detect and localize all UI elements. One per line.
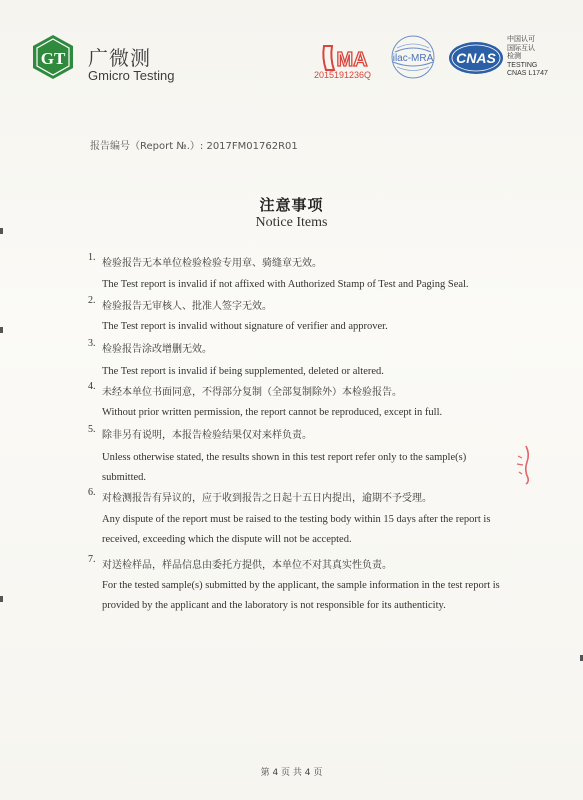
item-number: 6. bbox=[88, 487, 96, 498]
item-text-cn: 对检测报告有异议的，应于收到报告之日起十五日内提出，逾期不予受理。 bbox=[102, 493, 432, 504]
cma-number: 2015191236Q bbox=[314, 70, 372, 80]
cnas-line: 中国认可 bbox=[507, 36, 535, 43]
binding-mark bbox=[0, 228, 3, 234]
cma-logo-text: MA bbox=[336, 49, 368, 71]
binding-mark bbox=[0, 327, 3, 333]
cnas-line: TESTING bbox=[507, 61, 538, 69]
binding-mark bbox=[0, 596, 3, 602]
item-text-en: For the tested sample(s) submitted by the applicant, the sample information in the test report is provided by the applicant and the laboratory is not responsible for its authenticity. bbox=[102, 580, 500, 611]
item-number: 1. bbox=[88, 252, 96, 263]
logo-letters: GT bbox=[40, 49, 66, 68]
item-text-cn: 对送检样品，样品信息由委托方提供，本单位不对其真实性负责。 bbox=[102, 560, 392, 571]
item-text-en: Any dispute of the report must be raised to the testing body within 15 days after the report is received, exceeding which the dispute will not be accepted. bbox=[102, 514, 491, 545]
ilac-mra-logo-icon bbox=[383, 34, 443, 80]
item-text-cn: 检验报告无审核人、批准人签字无效。 bbox=[102, 301, 272, 312]
report-number: 报告编号（Report №.）: 2017FM01762R01 bbox=[90, 141, 298, 152]
cnas-logo-icon bbox=[447, 40, 505, 76]
item-number: 3. bbox=[88, 338, 96, 349]
item-text-en: The Test report is invalid if not affixed with Authorized Stamp of Test and Paging Seal. bbox=[102, 279, 469, 290]
item-number: 5. bbox=[88, 424, 96, 435]
brand-name-en: Gmicro Testing bbox=[88, 68, 175, 83]
gt-logo-icon bbox=[30, 34, 76, 80]
item-text-en: The Test report is invalid without signature of verifier and approver. bbox=[102, 321, 388, 332]
item-text-cn: 检验报告无本单位检验检验专用章、骑缝章无效。 bbox=[102, 258, 322, 269]
item-text-cn: 检验报告涂改增删无效。 bbox=[102, 344, 212, 355]
ilac-logo-text: ilac-MRA bbox=[392, 53, 434, 64]
page-title-en: Notice Items bbox=[255, 215, 328, 230]
cnas-accreditation-text bbox=[507, 36, 548, 79]
cnas-line: CNAS L1747 bbox=[507, 70, 548, 77]
cnas-logo-text: CNAS bbox=[456, 50, 496, 66]
paging-seal-fragment-icon bbox=[512, 444, 534, 486]
brand-name-cn: 广微测 bbox=[88, 46, 151, 70]
item-text-en: Without prior written permission, the report cannot be reproduced, except in full. bbox=[102, 407, 443, 418]
page-number: 第 4 页 共 4 页 bbox=[260, 768, 323, 778]
item-text-cn: 除非另有说明，本报告检验结果仅对来样负责。 bbox=[102, 430, 312, 441]
cnas-line: 国际互认 bbox=[507, 44, 535, 52]
page-title-cn: 注意事项 bbox=[259, 196, 324, 214]
item-text-cn: 未经本单位书面同意，不得部分复制（全部复制除外）本检验报告。 bbox=[102, 387, 402, 398]
item-text-en: Unless otherwise stated, the results shown in this test report refer only to the sample(s) submitted. bbox=[102, 452, 467, 483]
cnas-line: 检测 bbox=[507, 53, 521, 60]
item-number: 2. bbox=[88, 295, 96, 306]
item-number: 7. bbox=[88, 554, 96, 565]
item-number: 4. bbox=[88, 381, 96, 392]
item-text-en: The Test report is invalid if being supplemented, deleted or altered. bbox=[102, 366, 384, 377]
